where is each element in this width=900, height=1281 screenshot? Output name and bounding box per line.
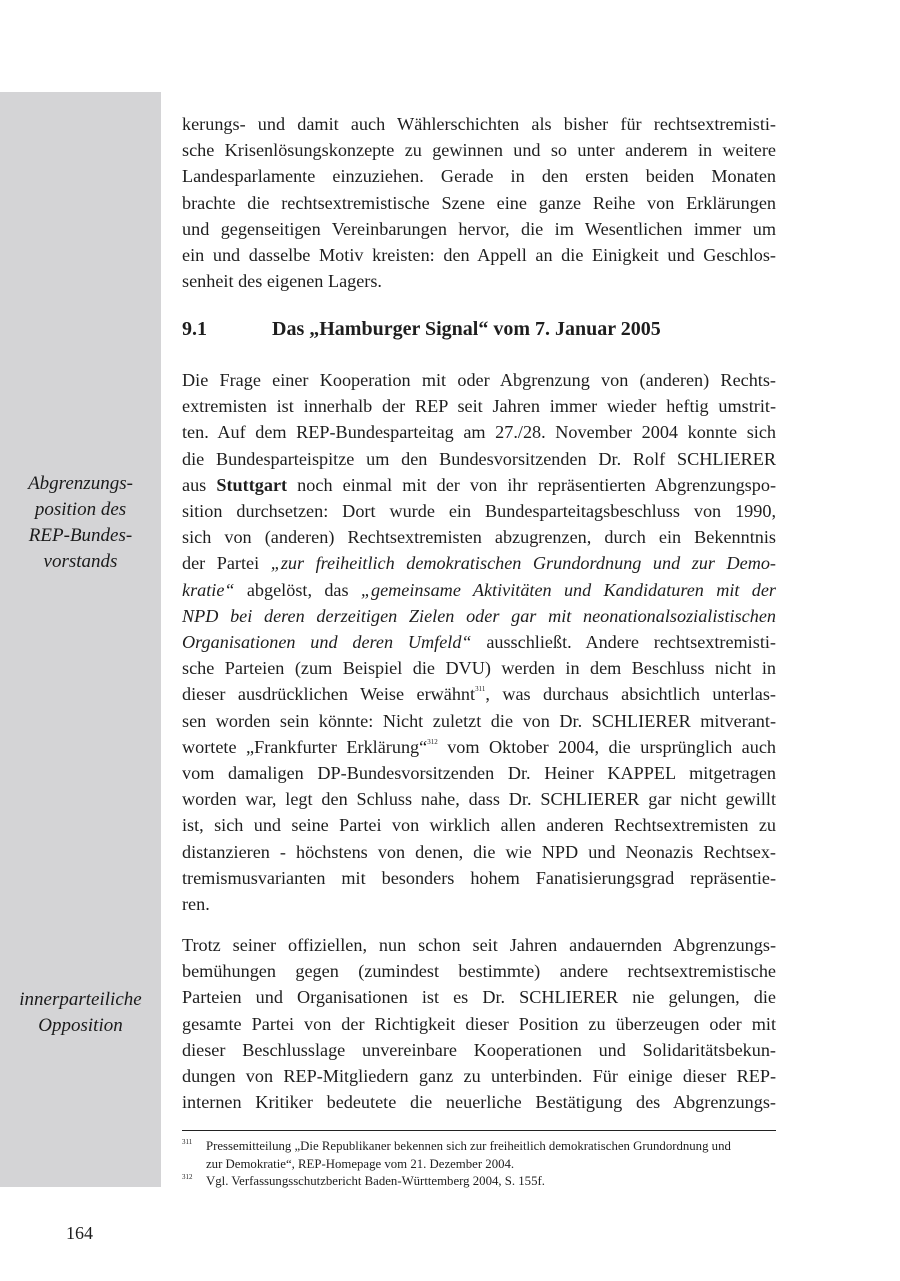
quote: Organisationen und deren Umfeld“: [182, 632, 472, 653]
paragraph-intro: [182, 111, 776, 294]
text-line: distanzieren - höchstens von denen, die wie NPD und Neonazis Rechtsex-: [182, 841, 776, 862]
text-line: worden war, legt den Schluss nahe, dass Dr. SCHLIERER gar nicht gewillt: [182, 789, 776, 810]
text-line: die Bundesparteispitze um den Bundesvorsitzenden Dr. Rolf SCHLIERER: [182, 448, 776, 469]
quote: „gemeinsame Aktivitäten und Kandidaturen mit der: [360, 579, 776, 600]
text-line: ein und dasselbe Motiv kreisten: den Appell an die Einigkeit und Geschlos-: [182, 245, 776, 266]
quote: NPD bei deren derzeitigen Zielen oder gar mit neonationalsozialistischen: [182, 605, 776, 626]
text-line: Die Frage einer Kooperation mit oder Abgrenzung von (anderen) Rechts-: [182, 370, 776, 390]
text-line: [182, 603, 776, 629]
text-line: internen Kritiker bedeutete die neuerliche Bestätigung des Abgrenzungs-: [182, 1092, 776, 1113]
text-line: brachte die rechtsextremistische Szene eine ganze Reihe von Erklärungen: [182, 192, 776, 213]
text-line: ten. Auf dem REP-Bundesparteitag am 27./28. November 2004 konnte sich: [182, 422, 776, 443]
text-line: kratie“ abgelöst, das „gemeinsame Aktivitäten und Kandidaturen mit der: [182, 579, 776, 600]
footnote-text: Vgl. Verfassungsschutzbericht Baden-Württemberg 2004, S. 155f.: [206, 1174, 545, 1188]
text-line: extremisten ist innerhalb der REP seit Jahren immer wieder heftig umstrit-: [182, 396, 776, 417]
text-line: vom damaligen DP-Bundesvorsitzenden Dr. Heiner KAPPEL mitgetragen: [182, 763, 776, 784]
text-line: Trotz seiner offiziellen, nun schon seit Jahren andauernden Abgrenzungs-: [182, 935, 776, 955]
text-line: sche Parteien (zum Beispiel die DVU) werden in dem Beschluss nicht in: [182, 658, 776, 679]
text-line: sen worden sein könnte: Nicht zuletzt die von Dr. SCHLIERER mitverant-: [182, 710, 776, 731]
section-title: Das „Hamburger Signal“ vom 7. Januar 2005: [272, 318, 661, 340]
text-line: und gegenseitigen Vereinbarungen hervor, die im Wesentlichen immer um: [182, 218, 776, 239]
text-line: wortete „Frankfurter Erklärung“$^{312}$ vom Oktober 2004, die ursprünglich auch: [182, 736, 776, 757]
text-line: Parteien und Organisationen ist es Dr. SCHLIERER nie gelungen, die: [182, 987, 776, 1008]
text-line: sition durchsetzen: Dort wurde ein Bundesparteitagsbeschluss von 1990,: [182, 501, 776, 522]
footnote-mark: 312: [182, 1173, 193, 1181]
footnote-text: Pressemitteilung „Die Republikaner bekennen sich zur freiheitlich demokratischen Grundordnung und zur Demokratie“, REP-Homepage vom 21. Dezember 2004.: [206, 1139, 731, 1171]
quote: kratie“: [182, 579, 235, 600]
footnote-mark: 311: [182, 1138, 193, 1146]
page-number: 164: [66, 1223, 93, 1243]
text-line: sich von (anderen) Rechtsextremisten abzugrenzen, durch ein Bekenntnis: [182, 527, 776, 548]
text-line: ren.: [182, 894, 210, 915]
city-name: Stuttgart: [216, 474, 288, 495]
text-line: tremismusvarianten mit besonders hohem Fanatisierungsgrad repräsentie-: [182, 867, 776, 888]
paragraph-kooperation: [182, 367, 776, 917]
footnote-divider: [182, 1130, 776, 1131]
text-line: ist, sich und seine Partei von wirklich allen anderen Rechtsextremisten zu: [182, 815, 776, 836]
text-line: aus Stuttgart noch einmal mit der von ihr repräsentierten Abgrenzungspo-: [182, 474, 776, 495]
text-line: dieser ausdrücklichen Weise erwähnt$^{311}$, was durchaus absichtlich unterlas-: [182, 684, 776, 705]
text-line: Organisationen und deren Umfeld“ ausschließt. Andere rechtsextremisti-: [182, 632, 776, 653]
text-line: dieser Beschlusslage unvereinbare Kooperationen und Solidaritätsbekun-: [182, 1039, 776, 1060]
footnote-ref-312[interactable]: 312: [427, 737, 438, 746]
footnote-ref-311[interactable]: 311: [475, 685, 486, 694]
text-line: sche Krisenlösungskonzepte zu gewinnen und so unter anderem in weitere: [182, 140, 776, 161]
margin-note-abgrenzungsposition: Abgrenzungs- position des REP-Bundes- vorstands: [28, 473, 133, 572]
text-line: gesamte Partei von der Richtigkeit dieser Position zu überzeugen oder mit: [182, 1013, 776, 1034]
text-line: Landesparlamente einzuziehen. Gerade in den ersten beiden Monaten: [182, 166, 776, 187]
text-line: senheit des eigenen Lagers.: [182, 271, 382, 292]
text-line: kerungs- und damit auch Wählerschichten als bisher für rechtsextremisti-: [182, 114, 776, 134]
text-line: dungen von REP-Mitgliedern ganz zu unterbinden. Für einige dieser REP-: [182, 1066, 776, 1087]
section-number: 9.1: [182, 318, 207, 340]
quote: „zur freiheitlich demokratischen Grundordnung und zur Demo-: [270, 553, 776, 574]
text-line: bemühungen gegen (zumindest bestimmte) andere rechtsextremistische: [182, 961, 776, 982]
text-line: der Partei „zur freiheitlich demokratischen Grundordnung und zur Demo-: [182, 553, 776, 574]
paragraph-opposition: [182, 932, 776, 1115]
margin-note-opposition: innerparteiliche Opposition: [19, 989, 142, 1036]
